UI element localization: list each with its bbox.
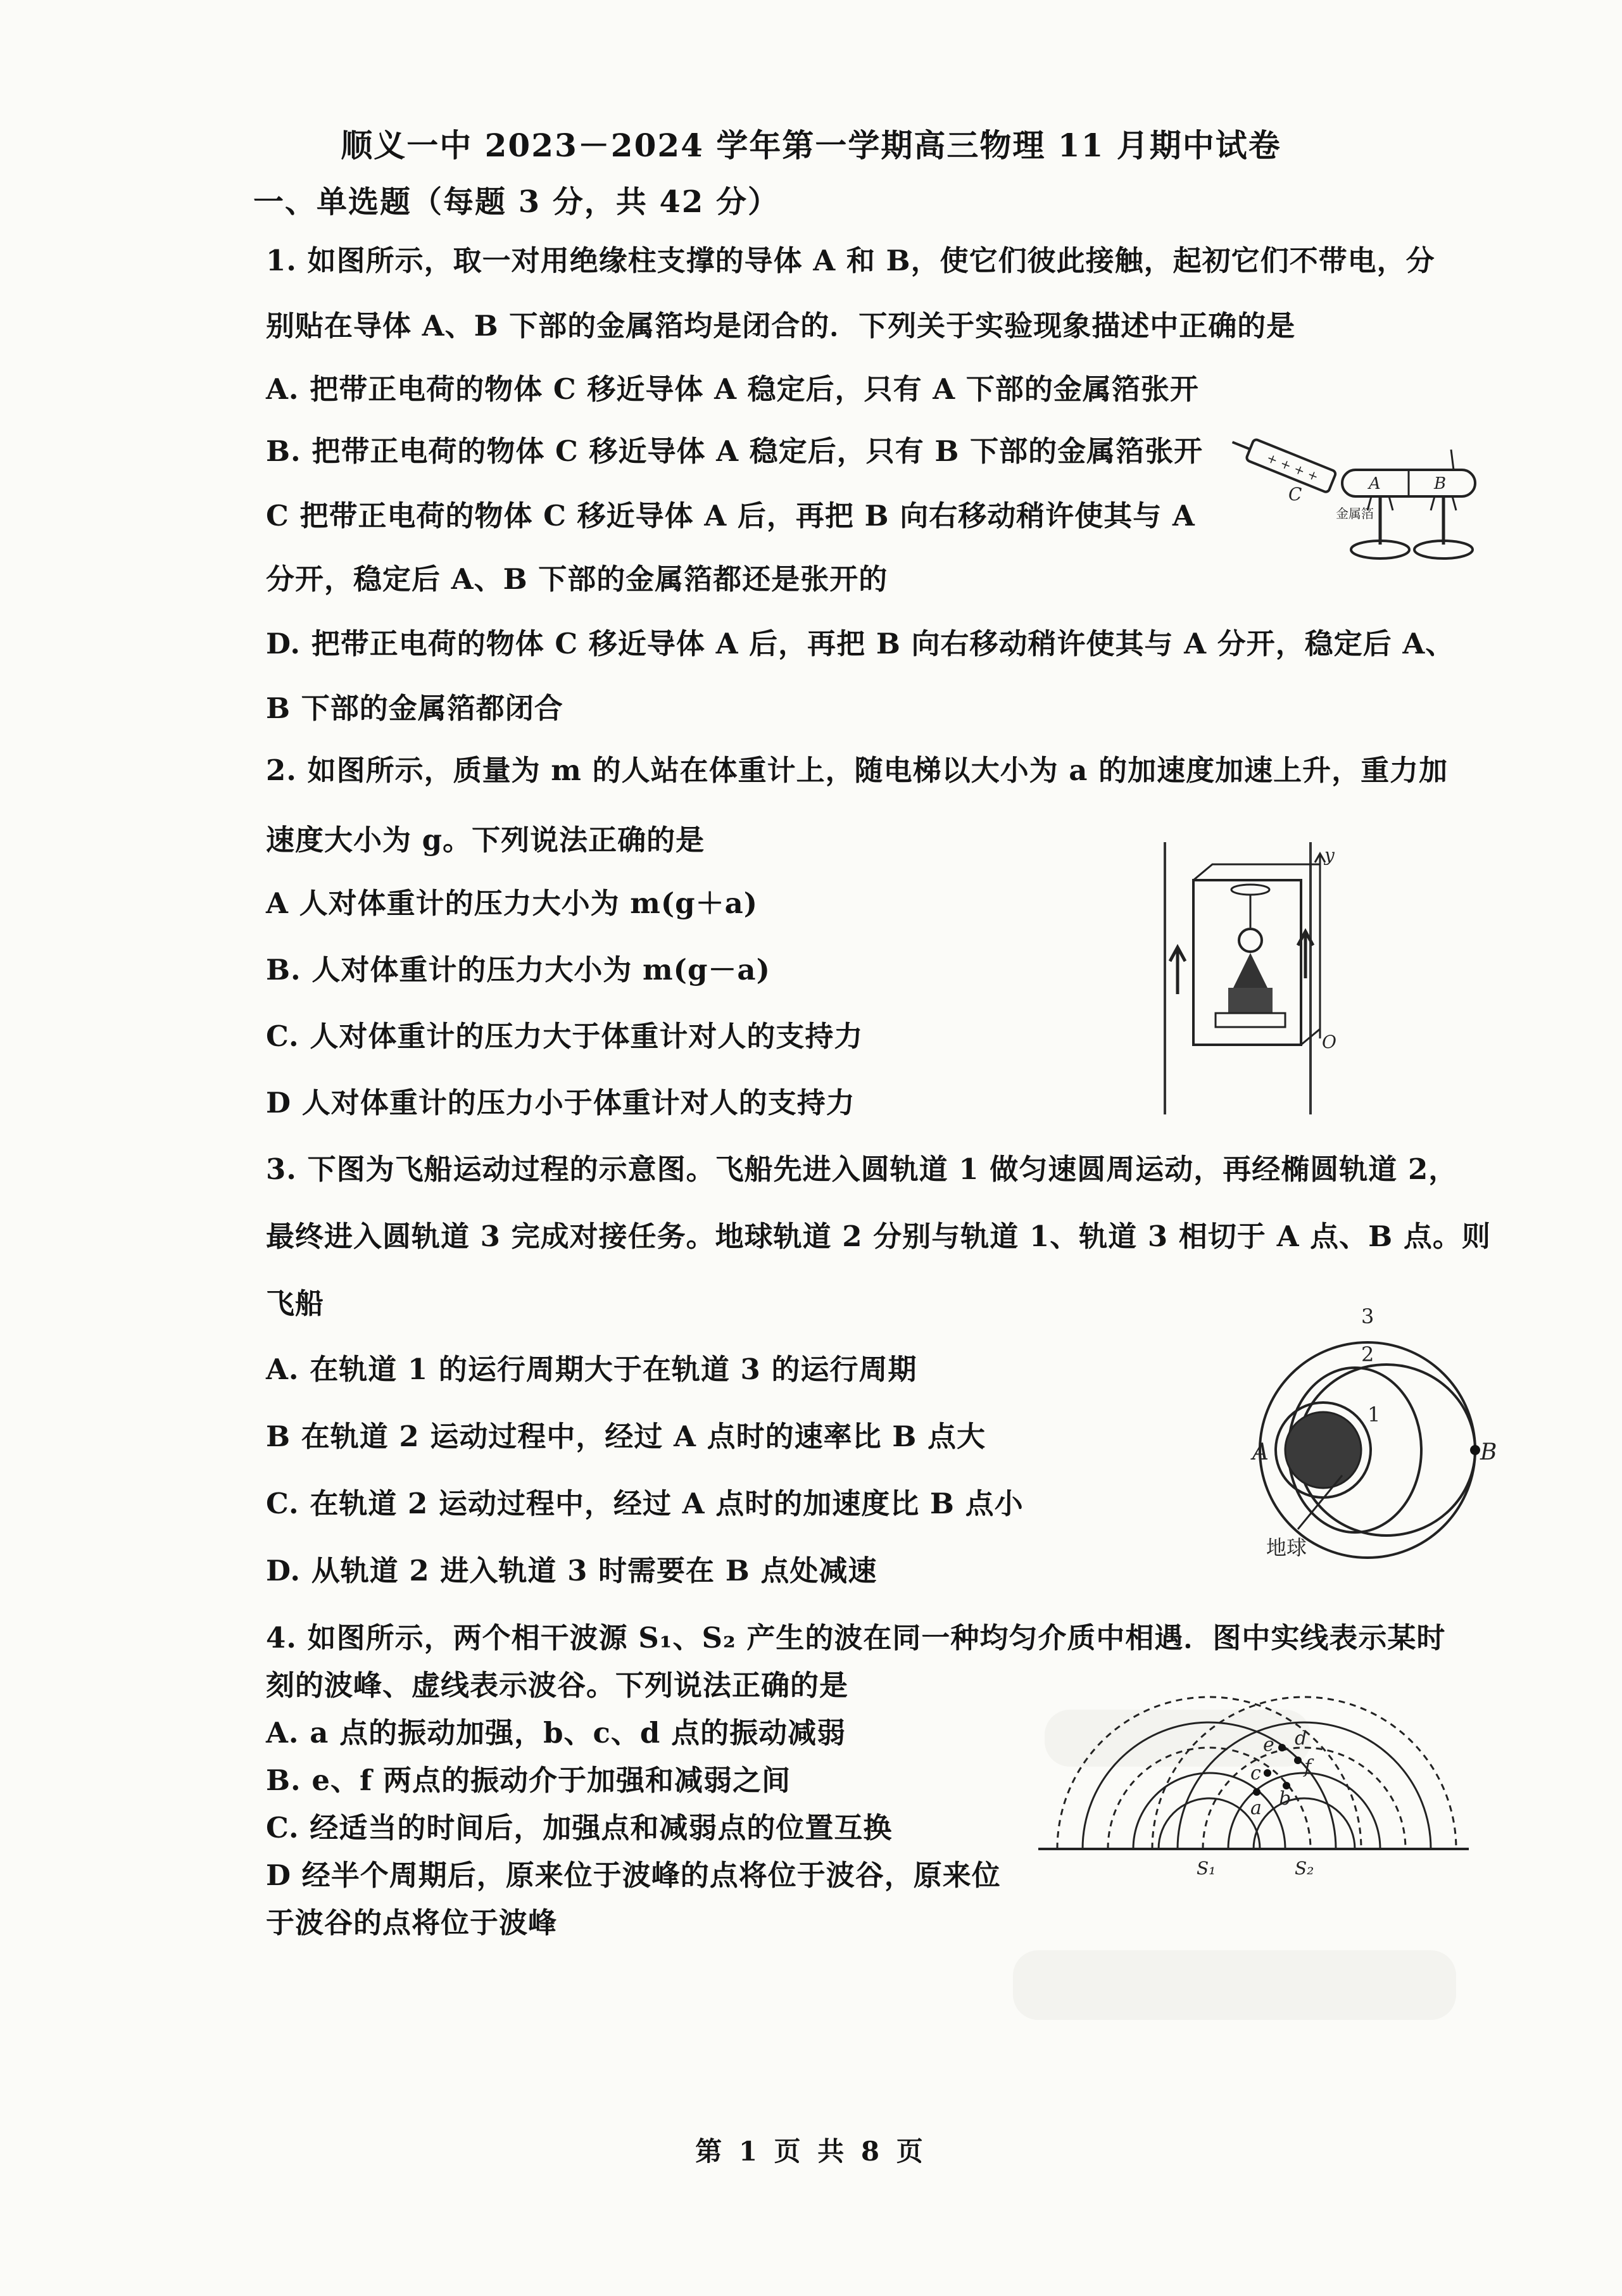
q3-figure-orbits bbox=[1241, 1304, 1497, 1577]
q1-option-d-line2: B 下部的金属箔都闭合 bbox=[266, 691, 563, 725]
label-point-a: A bbox=[1252, 1439, 1269, 1465]
q2-option-b: B. 人对体重计的压力大小为 m(g－a) bbox=[266, 953, 770, 987]
label-earth: 地球 bbox=[1266, 1536, 1307, 1560]
q4-option-b: B. e、f 两点的振动介于加强和减弱之间 bbox=[266, 1763, 791, 1797]
q2-figure-elevator bbox=[1159, 842, 1361, 1114]
label-c: c bbox=[1250, 1762, 1261, 1784]
q1-option-c-line1: C 把带正电荷的物体 C 移近导体 A 后，再把 B 向右移动稍许使其与 A bbox=[266, 499, 1195, 533]
label-foil: 金属箔 bbox=[1336, 506, 1374, 521]
charged-rod-c bbox=[1228, 431, 1336, 493]
q1-option-b: B. 把带正电荷的物体 C 移近导体 A 稳定后，只有 B 下部的金属箔张开 bbox=[266, 434, 1204, 468]
q1-option-c-line2: 分开，稳定后 A、B 下部的金属箔都还是张开的 bbox=[266, 562, 888, 596]
q4-option-c: C. 经适当的时间后，加强点和减弱点的位置互换 bbox=[266, 1811, 893, 1845]
point-f bbox=[1294, 1757, 1302, 1764]
q1-stem-line2: 别贴在导体 A、B 下部的金属箔均是闭合的．下列关于实验现象描述中正确的是 bbox=[266, 309, 1296, 343]
section-heading: 一、单选题（每题 3 分，共 42 分） bbox=[253, 184, 780, 220]
label-a: A bbox=[1369, 474, 1381, 493]
point-e bbox=[1278, 1744, 1286, 1751]
q3-option-d: D. 从轨道 2 进入轨道 3 时需要在 B 点处减速 bbox=[266, 1554, 877, 1587]
label-point-b: B bbox=[1480, 1439, 1497, 1465]
earth-icon bbox=[1285, 1412, 1361, 1488]
label-b: b bbox=[1279, 1788, 1292, 1810]
crest-s2-1 bbox=[1254, 1798, 1355, 1849]
q3-stem-line3: 飞船 bbox=[266, 1287, 325, 1320]
q3-stem-line2: 最终进入圆轨道 3 完成对接任务。地球轨道 2 分别与轨道 1、轨道 3 相切于 A 点、B 点。则 bbox=[266, 1220, 1491, 1253]
q3-stem-line1: 3. 下图为飞船运动过程的示意图。飞船先进入圆轨道 1 做匀速圆周运动，再经椭圆轨道 2， bbox=[266, 1152, 1458, 1186]
label-e: e bbox=[1263, 1734, 1274, 1756]
q3-option-c: C. 在轨道 2 运动过程中，经过 A 点时的加速度比 B 点小 bbox=[266, 1487, 1024, 1520]
q1-stem-line1: 1. 如图所示，取一对用绝缘柱支撑的导体 A 和 B，使它们彼此接触，起初它们不带电，分 bbox=[266, 244, 1435, 277]
label-s2: S₂ bbox=[1295, 1858, 1314, 1879]
svg-text:+ + + +: + + + + bbox=[1264, 450, 1321, 484]
q2-stem-line1: 2. 如图所示，质量为 m 的人站在体重计上，随电梯以大小为 a 的加速度加速上升，重力加 bbox=[266, 754, 1449, 787]
label-orbit-2: 2 bbox=[1361, 1342, 1374, 1366]
q4-option-a: A. a 点的振动加强，b、c、d 点的振动减弱 bbox=[266, 1716, 846, 1750]
point-b bbox=[1470, 1445, 1480, 1455]
q2-option-a: A 人对体重计的压力大小为 m(g＋a) bbox=[266, 886, 758, 920]
label-y: y bbox=[1324, 845, 1335, 866]
label-f: f bbox=[1304, 1756, 1312, 1778]
q4-stem-line2: 刻的波峰、虚线表示波谷。下列说法正确的是 bbox=[266, 1668, 849, 1702]
point-a bbox=[1253, 1788, 1261, 1796]
crest-s1-1 bbox=[1159, 1798, 1260, 1849]
q1-option-a: A. 把带正电荷的物体 C 移近导体 A 稳定后，只有 A 下部的金属箔张开 bbox=[266, 372, 1199, 406]
q3-option-a: A. 在轨道 1 的运行周期大于在轨道 3 的运行周期 bbox=[266, 1353, 917, 1386]
q3-option-b: B 在轨道 2 运动过程中，经过 A 点时的速率比 B 点大 bbox=[266, 1420, 986, 1453]
weighing-scale bbox=[1228, 988, 1273, 1013]
label-b: B bbox=[1434, 474, 1447, 493]
q4-figure-interference bbox=[1038, 1722, 1469, 1887]
label-orbit-3: 3 bbox=[1361, 1304, 1374, 1328]
label-orbit-1: 1 bbox=[1367, 1403, 1381, 1427]
label-o: O bbox=[1322, 1031, 1336, 1052]
scan-smudge bbox=[1013, 1950, 1456, 2020]
q4-option-d-line2: 于波谷的点将位于波峰 bbox=[266, 1906, 558, 1940]
exam-title: 顺义一中 2023－2024 学年第一学期高三物理 11 月期中试卷 bbox=[341, 127, 1281, 164]
q4-option-d-line1: D 经半个周期后，原来位于波峰的点将位于波谷，原来位 bbox=[266, 1858, 1001, 1892]
q1-option-d-line1: D. 把带正电荷的物体 C 移近导体 A 后，再把 B 向右移动稍许使其与 A 分开，稳定后 A、 bbox=[266, 627, 1455, 660]
label-c: C bbox=[1288, 484, 1302, 505]
label-a: a bbox=[1250, 1797, 1262, 1819]
label-d: d bbox=[1295, 1727, 1307, 1750]
person-head bbox=[1239, 929, 1262, 952]
up-arrow-icon bbox=[1170, 947, 1185, 994]
q2-stem-line2: 速度大小为 g。下列说法正确的是 bbox=[266, 823, 705, 857]
q4-stem-line1: 4. 如图所示，两个相干波源 S₁、S₂ 产生的波在同一种均匀介质中相遇．图中实线表示某时 bbox=[266, 1621, 1446, 1655]
crest-s1-2 bbox=[1133, 1773, 1285, 1849]
point-c bbox=[1264, 1769, 1271, 1777]
q2-option-c: C. 人对体重计的压力大于体重计对人的支持力 bbox=[266, 1019, 864, 1053]
label-s1: S₁ bbox=[1197, 1858, 1216, 1879]
q2-option-d: D 人对体重计的压力小于体重计对人的支持力 bbox=[266, 1086, 855, 1120]
page-footer: 第 1 页 共 8 页 bbox=[695, 2136, 927, 2167]
q1-figure-conductors bbox=[1228, 412, 1507, 576]
